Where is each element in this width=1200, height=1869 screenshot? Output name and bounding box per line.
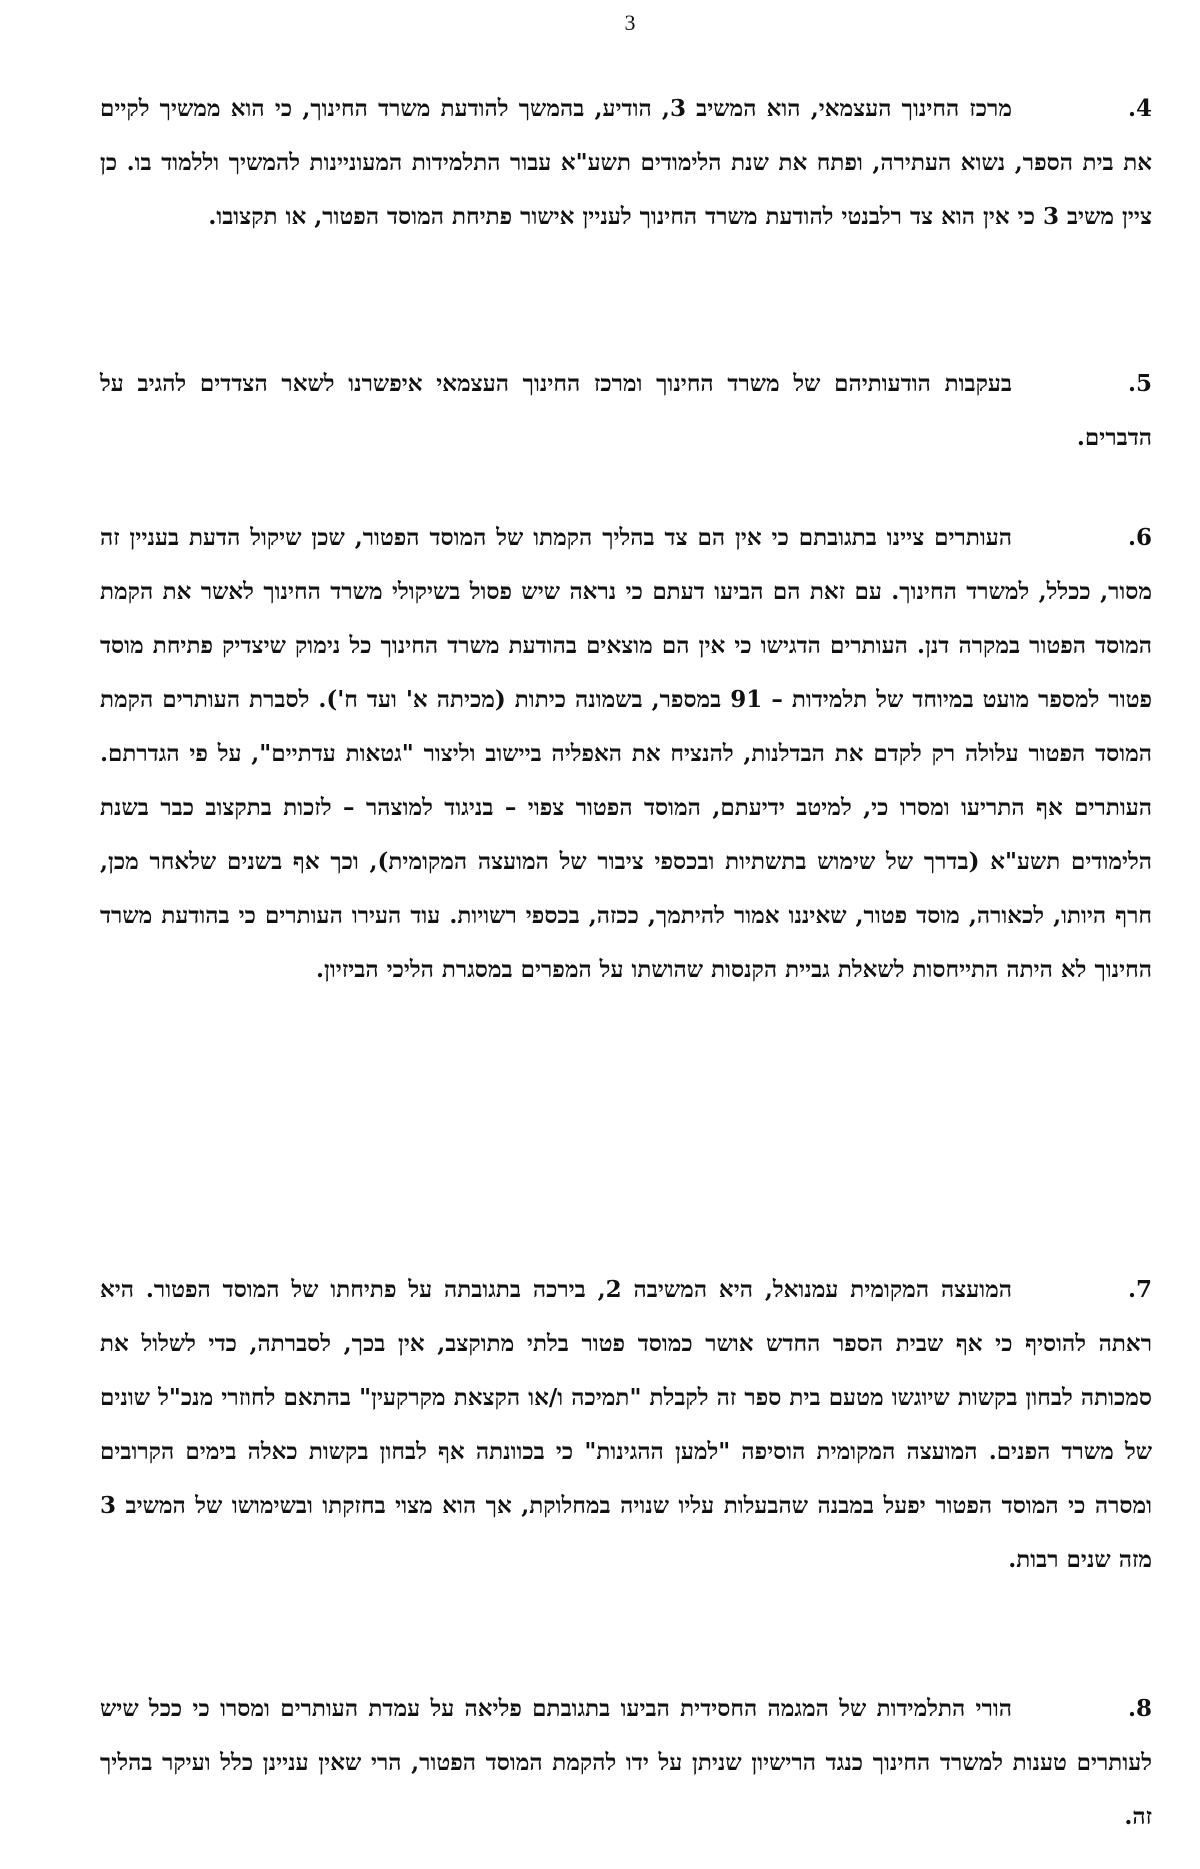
paragraph-5 [100,357,1152,465]
paragraph-number: 4. [1127,95,1152,122]
paragraph-number: 8. [1127,1695,1152,1722]
paragraph-text: בעקבות הודעותיהם של משרד החינוך ומרכז החינוך העצמאי איפשרנו לשאר הצדדים להגיב על הדברים. [100,370,1152,451]
paragraph-text: מרכז החינוך העצמאי, הוא המשיב 3, הודיע, בהמשך להודעת משרד החינוך, כי הוא ממשיך לקיים את בית הספר, נשוא העתירה, ופתח את שנת הלימודים תשע"א עבור התלמידות המעוניינות להמשיך וללמוד בו. כן ציין משיב 3 כי אין הוא צד רלבנטי להודעת משרד החינוך לעניין אישור פתיחת המוסד הפטור, או תקצובו. [100,95,1152,230]
paragraph-number: 5. [1127,370,1152,397]
page-number: 3 [624,10,636,35]
paragraph-4 [100,82,1152,244]
paragraph-7 [100,1263,1152,1587]
paragraph-8 [100,1682,1152,1844]
paragraph-text: הורי התלמידות של המגמה החסידית הביעו בתגובתם פליאה על עמדת העותרים ומסרו כי ככל שיש לעותרים טענות למשרד החינוך כנגד הרישיון שניתן על ידו להקמת המוסד הפטור, הרי שאין עניינן כלל ועיקר בהליך זה. [100,1695,1152,1830]
paragraph-text: המועצה המקומית עמנואל, היא המשיבה 2, בירכה בתגובתה על פתיחתו של המוסד הפטור. היא ראתה להוסיף כי אף שבית הספר החדש אושר כמוסד פטור בלתי מתוקצב, אין בכך, לסברתה, כדי לשלול את סמכותה לבחון בקשות שיוגשו מטעם בית ספר זה לקבלת "תמיכה ו/או הקצאת מקרקעין" בהתאם לחוזרי מנכ"ל שונים של משרד הפנים. המועצה המקומית הוסיפה "למען ההגינות" כי בכוונתה אף לבחון בקשות כאלה בימים הקרובים ומסרה כי המוסד הפטור יפעל במבנה שהבעלות עליו שנויה במחלוקת, אך הוא מצוי בחזקתו ובשימושו של המשיב 3 מזה שנים רבות. [100,1276,1152,1573]
paragraph-number: 7. [1127,1276,1152,1303]
paragraph-number: 6. [1127,524,1152,551]
paragraph-text: העותרים ציינו בתגובתם כי אין הם צד בהליך הקמתו של המוסד הפטור, שכן שיקול הדעת בעניין זה מסור, ככלל, למשרד החינוך. עם זאת הם הביעו דעתם כי נראה שיש פסול בשיקולי משרד החינוך לאשר את הקמת המוסד הפטור במקרה דנן. העותרים הדגישו כי אין הם מוצאים בהודעת משרד החינוך כל נימוק שיצדיק פתיחת מוסד פטור למספר מועט במיוחד של תלמידות – 91 במספר, בשמונה כיתות (מכיתה א' ועד ח'). לסברת העותרים הקמת המוסד הפטור עלולה רק לקדם את הבדלנות, להנציח את האפליה ביישוב וליצור "גטאות עדתיים", על פי הגדרתם. העותרים אף התריעו ומסרו כי, למיטב ידיעתם, המוסד הפטור צפוי – בניגוד למוצהר – לזכות בתקצוב כבר בשנת הלימודים תשע"א (בדרך של שימוש בתשתיות ובכספי ציבור של המועצה המקומית), וכך אף בשנים שלאחר מכן, חרף היותו, לכאורה, מוסד פטור, שאיננו אמור להיתמך, ככזה, בכספי רשויות. עוד העירו העותרים כי בהודעת משרד החינוך לא היתה התייחסות לשאלת גביית הקנסות שהושתו על המפרים במסגרת הליכי הביזיון. [100,524,1153,983]
paragraph-6 [100,511,1152,997]
